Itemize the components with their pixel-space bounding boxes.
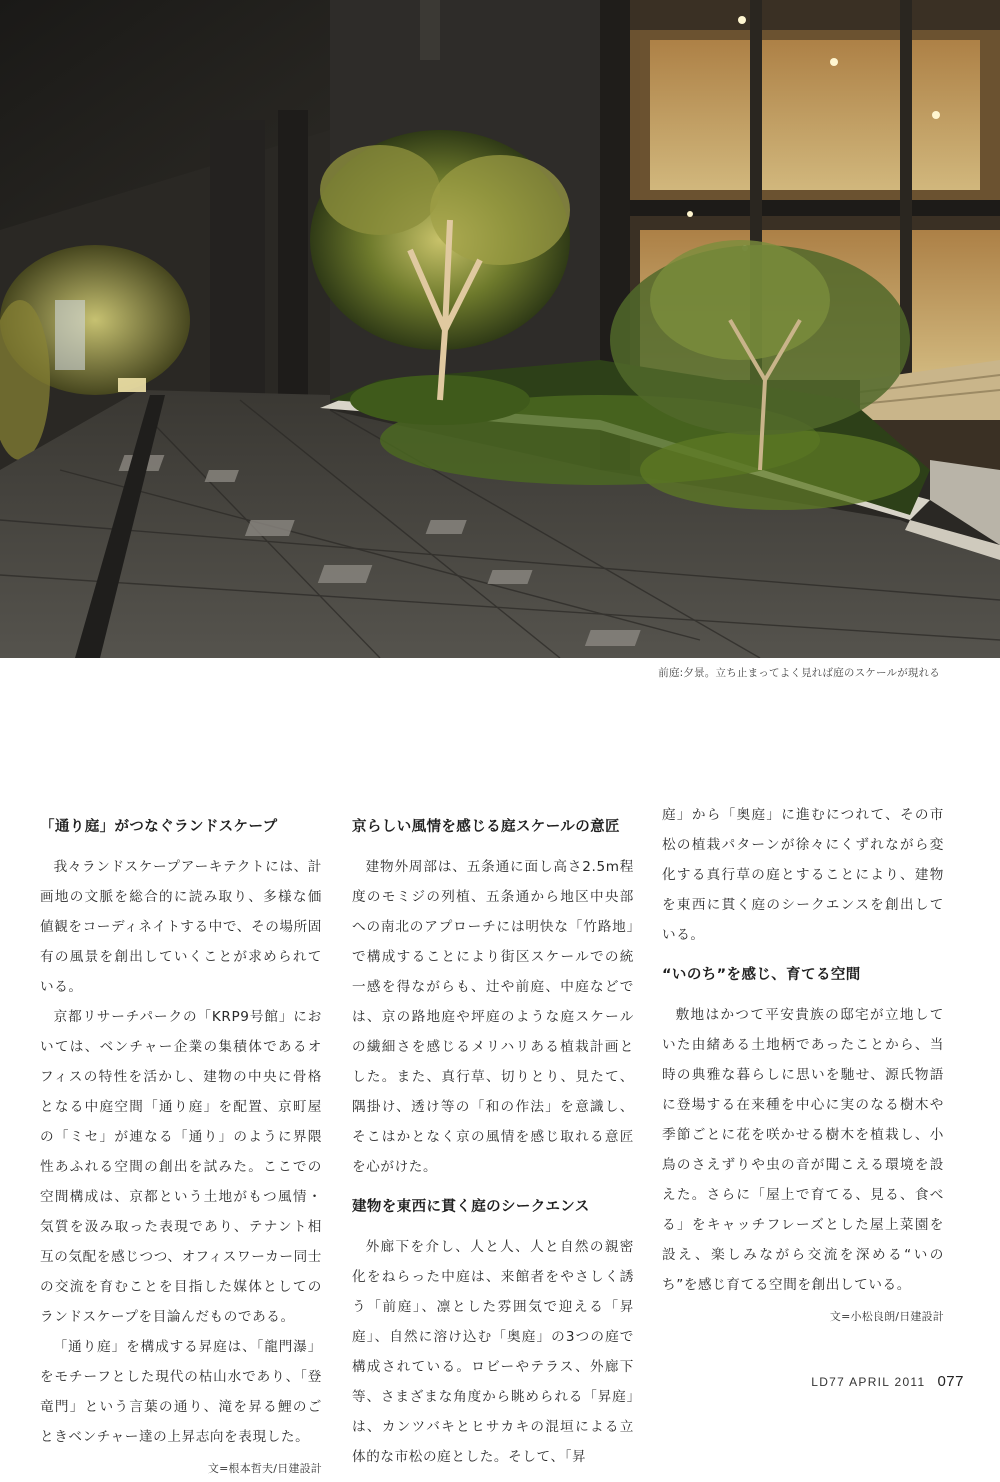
section-heading-inochi: “いのち”を感じ、育てる空間 [662, 967, 861, 983]
body-paragraph: 京都リサーチパークの「KRP9号館」においては、ベンチャー企業の集積体であるオフィスの特性を活かし、建物の中央に骨格となる中庭空間「通り庭」を配置、京町屋の「ミセ」が連なる「通り」のように界隈性あふれる空間の創出を試みた。ここでの空間構成は、京都という土地がもつ風情・気質を汲み取った表現であり、テナント相互の気配を感じつつ、オフィスワーカー同士の交流を育むことを目指した媒体としてのランドスケープを目論んだものである。 [40, 1009, 322, 1325]
night-courtyard-image [0, 0, 1000, 658]
body-paragraph: 我々ランドスケープアーキテクトには、計画地の文脈を総合的に読み取り、多様な価値観をコーディネイトする中で、その場所固有の風景を創出していくことが求められている。 [40, 859, 322, 995]
article-column-2 [352, 812, 634, 1472]
section-heading-kyoto-scale: 京らしい風情を感じる庭スケールの意匠 [352, 819, 620, 835]
page-number: 077 [937, 1373, 964, 1390]
body-paragraph-continued: 庭」から「奥庭」に進むにつれて、その市松の植栽パターンが徐々にくずれながら変化する真行草の庭とすることにより、建物を東西に貫く庭のシークエンスを創出している。 [662, 807, 944, 943]
body-paragraph: 建物外周部は、五条通に面し高さ2.5m程度のモミジの列植、五条通から地区中央部への南北のアプローチには明快な「竹路地」で構成することにより街区スケールでの統一感を得ながらも、辻や前庭、中庭などでは、京の路地庭や坪庭のような庭スケールの繊細さを感じるメリハリある植栽計画とした。また、真行草、切りとり、見たて、隅掛け、透け等の「和の作法」を意識し、そこはかとなく京の風情を感じ取れる意匠を心がけた。 [352, 859, 634, 1175]
article-column-3 [662, 800, 944, 1330]
section-heading-sequence: 建物を東西に貫く庭のシークエンス [352, 1199, 590, 1215]
article-column-1 [40, 812, 322, 1482]
photo-caption: 前庭:夕景。立ち止まってよく見れば庭のスケールが現れる [658, 667, 940, 679]
author-credit: 文=小松良朗/日建設計 [829, 1310, 944, 1323]
section-heading-street-garden: 「通り庭」がつなぐランドスケープ [40, 819, 278, 835]
body-paragraph: 「通り庭」を構成する昇庭は、「龍門瀑」をモチーフとした現代の枯山水であり、「登竜門」という言葉の通り、滝を昇る鯉のごときベンチャー達の上昇志向を表現した。 [40, 1339, 322, 1445]
landscape-photo [0, 0, 1000, 658]
author-credit: 文=根本哲夫/日建設計 [207, 1462, 322, 1475]
page-footer [811, 1373, 964, 1390]
body-paragraph: 敷地はかつて平安貴族の邸宅が立地していた由緒ある土地柄であったことから、当時の典雅な暮らしに思いを馳せ、源氏物語に登場する在来種を中心に実のなる樹木や季節ごとに花を咲かせる樹木を植栽し、小鳥のさえずりや虫の音が聞こえる環境を設えた。さらに「屋上で育てる、見る、食べる」をキャッチフレーズとした屋上菜園を設え、楽しみながら交流を深める“いのち”を感じ育てる空間を創出している。 [662, 1007, 944, 1293]
issue-label: LD77 APRIL 2011 [811, 1375, 926, 1389]
body-paragraph: 外廊下を介し、人と人、人と自然の親密化をねらった中庭は、来館者をやさしく誘う「前庭」、凛とした雰囲気で迎える「昇庭」、自然に溶け込む「奥庭」の3つの庭で構成されている。ロビーやテラス、外廊下等、さまざまな角度から眺められる「昇庭」は、カンツバキとヒサカキの混垣による立体的な市松の庭とした。そして、「昇 [352, 1239, 634, 1465]
